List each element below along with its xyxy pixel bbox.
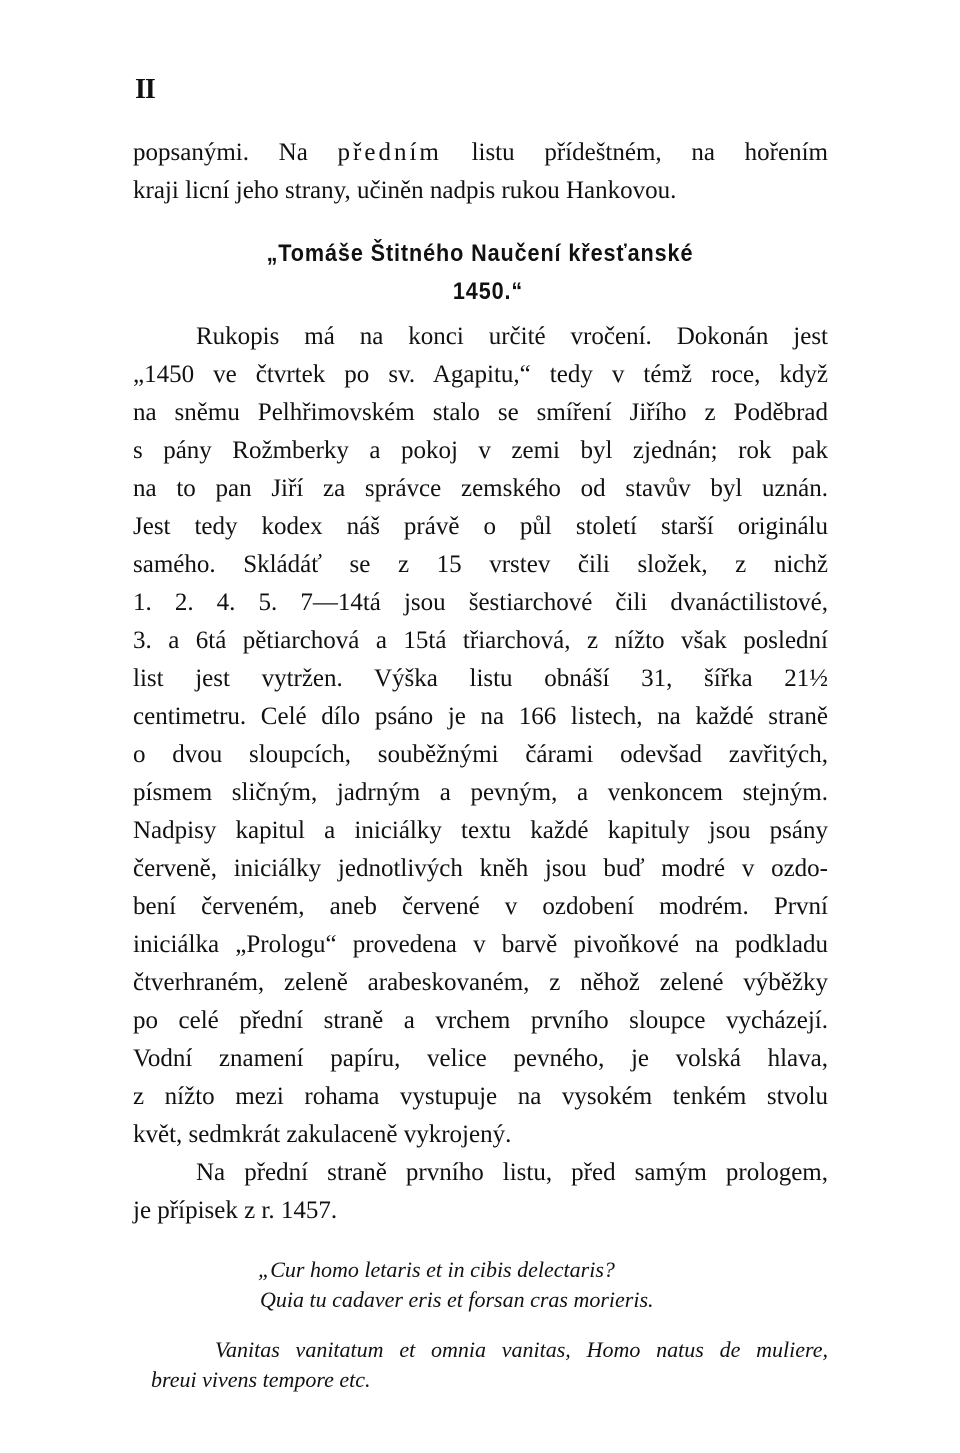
body-line: na sněmu Pelhřimovském stalo se smíření Jiřího z Poděbrad bbox=[133, 399, 828, 426]
body-line: po celé přední straně a vrchem prvního sloupce vycházejí. bbox=[133, 1007, 828, 1034]
body-line: 1. 2. 4. 5. 7—14tá jsou šestiarchové čili dvanáctilistové, bbox=[133, 589, 828, 616]
page-number: II bbox=[135, 74, 155, 105]
intro-line-1-end: listu přídeštném, na hořením bbox=[441, 139, 828, 166]
second-paragraph-line-1: Na přední straně prvního listu, před samým prologem, bbox=[196, 1159, 828, 1186]
body-line: Nadpisy kapitul a iniciálky textu každé kapituly jsou psány bbox=[133, 817, 828, 844]
vanitas-line-2: breui vivens tempore etc. bbox=[151, 1367, 371, 1392]
second-paragraph-line-2: je přípisek z r. 1457. bbox=[133, 1197, 338, 1224]
body-line: 3. a 6tá pětiarchová a 15tá třiarchová, z nížto však poslední bbox=[133, 627, 828, 654]
intro-line-1-start: popsanými. Na bbox=[133, 139, 338, 166]
body-line: Vodní znamení papíru, velice pevného, je volská hlava, bbox=[133, 1045, 828, 1072]
body-line: centimetru. Celé dílo psáno je na 166 listech, na každé straně bbox=[133, 703, 828, 730]
body-line: list jest vytržen. Výška listu obnáší 31, šířka 21½ bbox=[133, 665, 828, 692]
latin-quote-line-2: Quia tu cadaver eris et forsan cras morieris. bbox=[260, 1287, 654, 1312]
inscription-heading-line-2: 1450.“ bbox=[452, 278, 524, 305]
body-line: Rukopis má na konci určité vročení. Dokonán jest bbox=[196, 323, 828, 350]
body-line: o dvou sloupcích, souběžnými čárami odevšad zavřitých, bbox=[133, 741, 828, 768]
emphasized-word: předním bbox=[337, 139, 442, 166]
body-line: Jest tedy kodex náš právě o půl století starší originálu bbox=[133, 513, 828, 540]
body-line: samého. Skládáť se z 15 vrstev čili složek, z nichž bbox=[133, 551, 828, 578]
body-line: písmem sličným, jadrným a pevným, a venkoncem stejným. bbox=[133, 779, 828, 806]
body-line: na to pan Jiří za správce zemského od stavův byl uznán. bbox=[133, 475, 828, 502]
intro-line-1 bbox=[133, 134, 828, 172]
intro-line-2: kraji licní jeho strany, učiněn nadpis rukou Hankovou. bbox=[133, 177, 677, 204]
body-line: květ, sedmkrát zakulaceně vykrojený. bbox=[133, 1121, 512, 1148]
body-line: červeně, iniciálky jednotlivých kněh jsou buď modré v ozdo- bbox=[133, 855, 828, 882]
body-line: s pány Rožmberky a pokoj v zemi byl zjednán; rok pak bbox=[133, 437, 828, 464]
vanitas-line-1: Vanitas vanitatum et omnia vanitas, Homo natus de muliere, bbox=[215, 1337, 828, 1362]
body-line: „1450 ve čtvrtek po sv. Agapitu,“ tedy v témž roce, když bbox=[133, 361, 828, 388]
body-line: čtverhraném, zeleně arabeskovaném, z něhož zelené výběžky bbox=[133, 969, 828, 996]
body-line: bení červeném, aneb červené v ozdobení modrém. První bbox=[133, 893, 828, 920]
latin-quote-line-1: „Cur homo letaris et in cibis delectaris? bbox=[258, 1257, 615, 1282]
body-line: iniciálka „Prologu“ provedena v barvě pivoňkové na podkladu bbox=[133, 931, 828, 958]
inscription-heading-line-1: „Tomáše Štitného Naučení křesťanské bbox=[266, 240, 694, 267]
body-line: z nížto mezi rohama vystupuje na vysokém tenkém stvolu bbox=[133, 1083, 828, 1110]
